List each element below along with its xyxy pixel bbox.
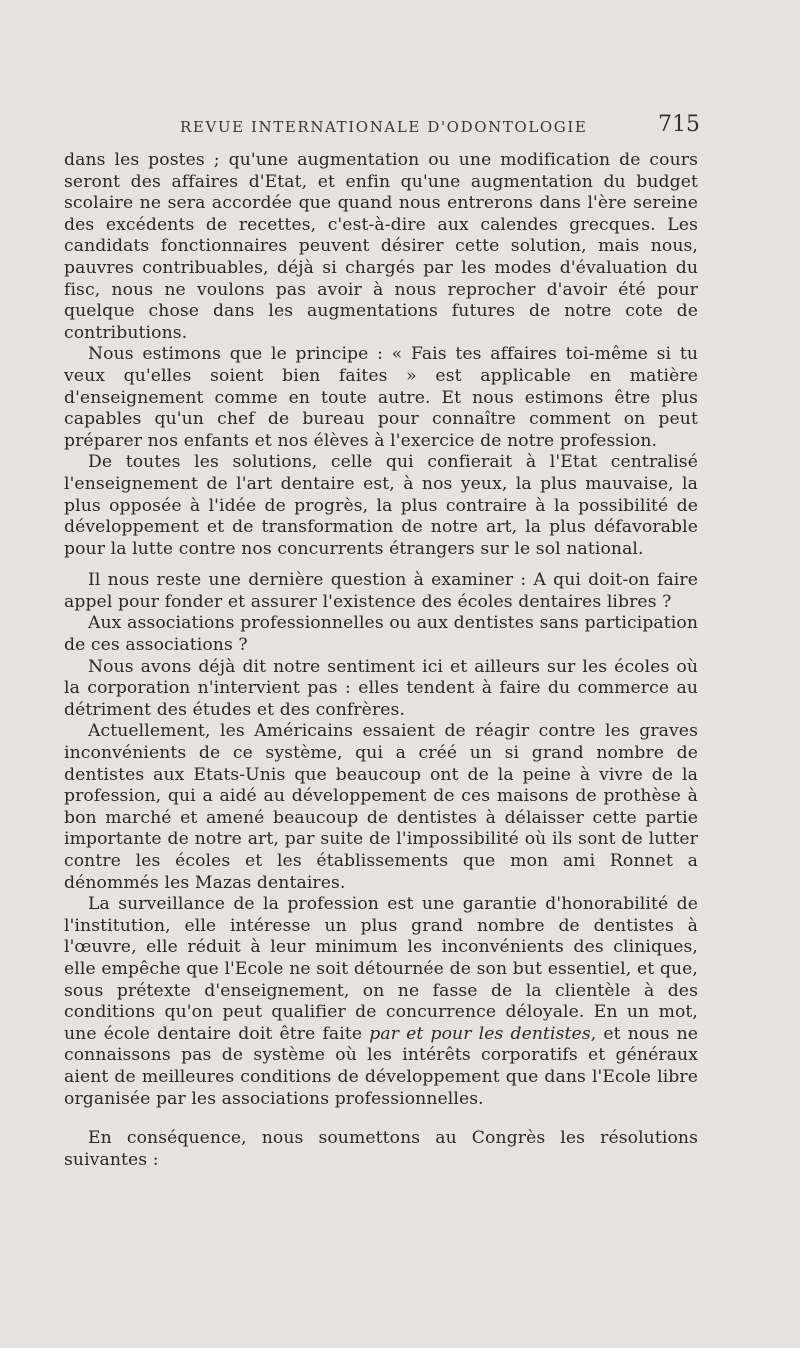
paragraph: Actuellement, les Américains essaient de réagir contre les graves inconvénients de ce système, qui a créé un si grand nombre de dentistes aux Etats-Unis que beaucoup ont de la peine à vivre de la profession, qui a aidé au développement de ces maisons de prothèse à bon marché et amené beaucoup de dentistes à délaisser cette partie importante de notre art, par suite de l'impossibilité où ils sont de lutter contre les écoles et les établissements que mon ami Ronnet a dénommés les Mazas dentaires. <box>64 721 698 893</box>
italic-phrase: par et pour les dentistes <box>369 1023 591 1044</box>
page-number: 715 <box>658 112 700 137</box>
running-title: REVUE INTERNATIONALE D'ODONTOLOGIE <box>180 118 588 136</box>
paragraph: Il nous reste une dernière question à examiner : A qui doit-on faire appel pour fonder et assurer l'existence des écoles dentaires libres ? <box>64 570 698 612</box>
paragraph: dans les postes ; qu'une augmentation ou une modification de cours seront des affaires d'Etat, et enfin qu'une augmentation du budget scolaire ne sera accordée que quand nous entrerons dans l'ère sereine des excédents de recettes, c'est-à-dire aux calendes grecques. Les candidats fonctionnaires peuvent désirer cette solution, mais nous, pauvres contribuables, déjà si chargés par les modes d'évaluation du fisc, nous ne voulons pas avoir à nous reprocher d'avoir été pour quelque chose dans les augmentations futures de notre cote de contributions. <box>64 150 698 343</box>
paragraph-text: La surveillance de la profession est une garantie d'honorabilité de l'institution, elle intéresse un plus grand nombre de dentistes à l'œuvre, elle réduit à leur minimum les inconvénients des cliniques, elle empêche que l'Ecole ne soit détournée de son but essentiel, et que, sous prétexte d'enseignement, on ne fasse de la clientèle à des conditions qu'on peut qualifier de concurrence déloyale. En un mot, une école dentaire doit être faite <box>64 894 698 1044</box>
body-text <box>64 150 698 1171</box>
paragraph-surveillance <box>64 894 698 1110</box>
paragraph: Nous estimons que le principe : « Fais tes affaires toi-même si tu veux qu'elles soient bien faites » est applicable en matière d'enseignement comme en toute autre. Et nous estimons être plus capables qu'un chef de bureau pour connaître comment on peut préparer nos enfants et nos élèves à l'exercice de notre profession. <box>64 344 698 451</box>
paragraph: De toutes les solutions, celle qui confierait à l'Etat centralisé l'enseignement de l'art dentaire est, à nos yeux, la plus mauvaise, la plus opposée à l'idée de progrès, la plus contraire à la possibilité de développement et de transformation de notre art, la plus défavorable pour la lutte contre nos concurrents étrangers sur le sol national. <box>64 452 698 559</box>
paragraph-text: , et nous ne connaissons pas de système où les intérêts corporatifs et généraux aient de meilleures conditions de développement que dans l'Ecole libre organisée par les associations professionnelles. <box>64 1023 699 1109</box>
page-header <box>0 112 800 142</box>
paragraph-final: En conséquence, nous soumettons au Congrès les résolutions suivantes : <box>64 1128 698 1170</box>
paragraph: Nous avons déjà dit notre sentiment ici et ailleurs sur les écoles où la corporation n'intervient pas : elles tendent à faire du commerce au détriment des études et des confrères. <box>64 656 698 720</box>
paragraph: Aux associations professionnelles ou aux dentistes sans participation de ces associations ? <box>64 613 698 656</box>
